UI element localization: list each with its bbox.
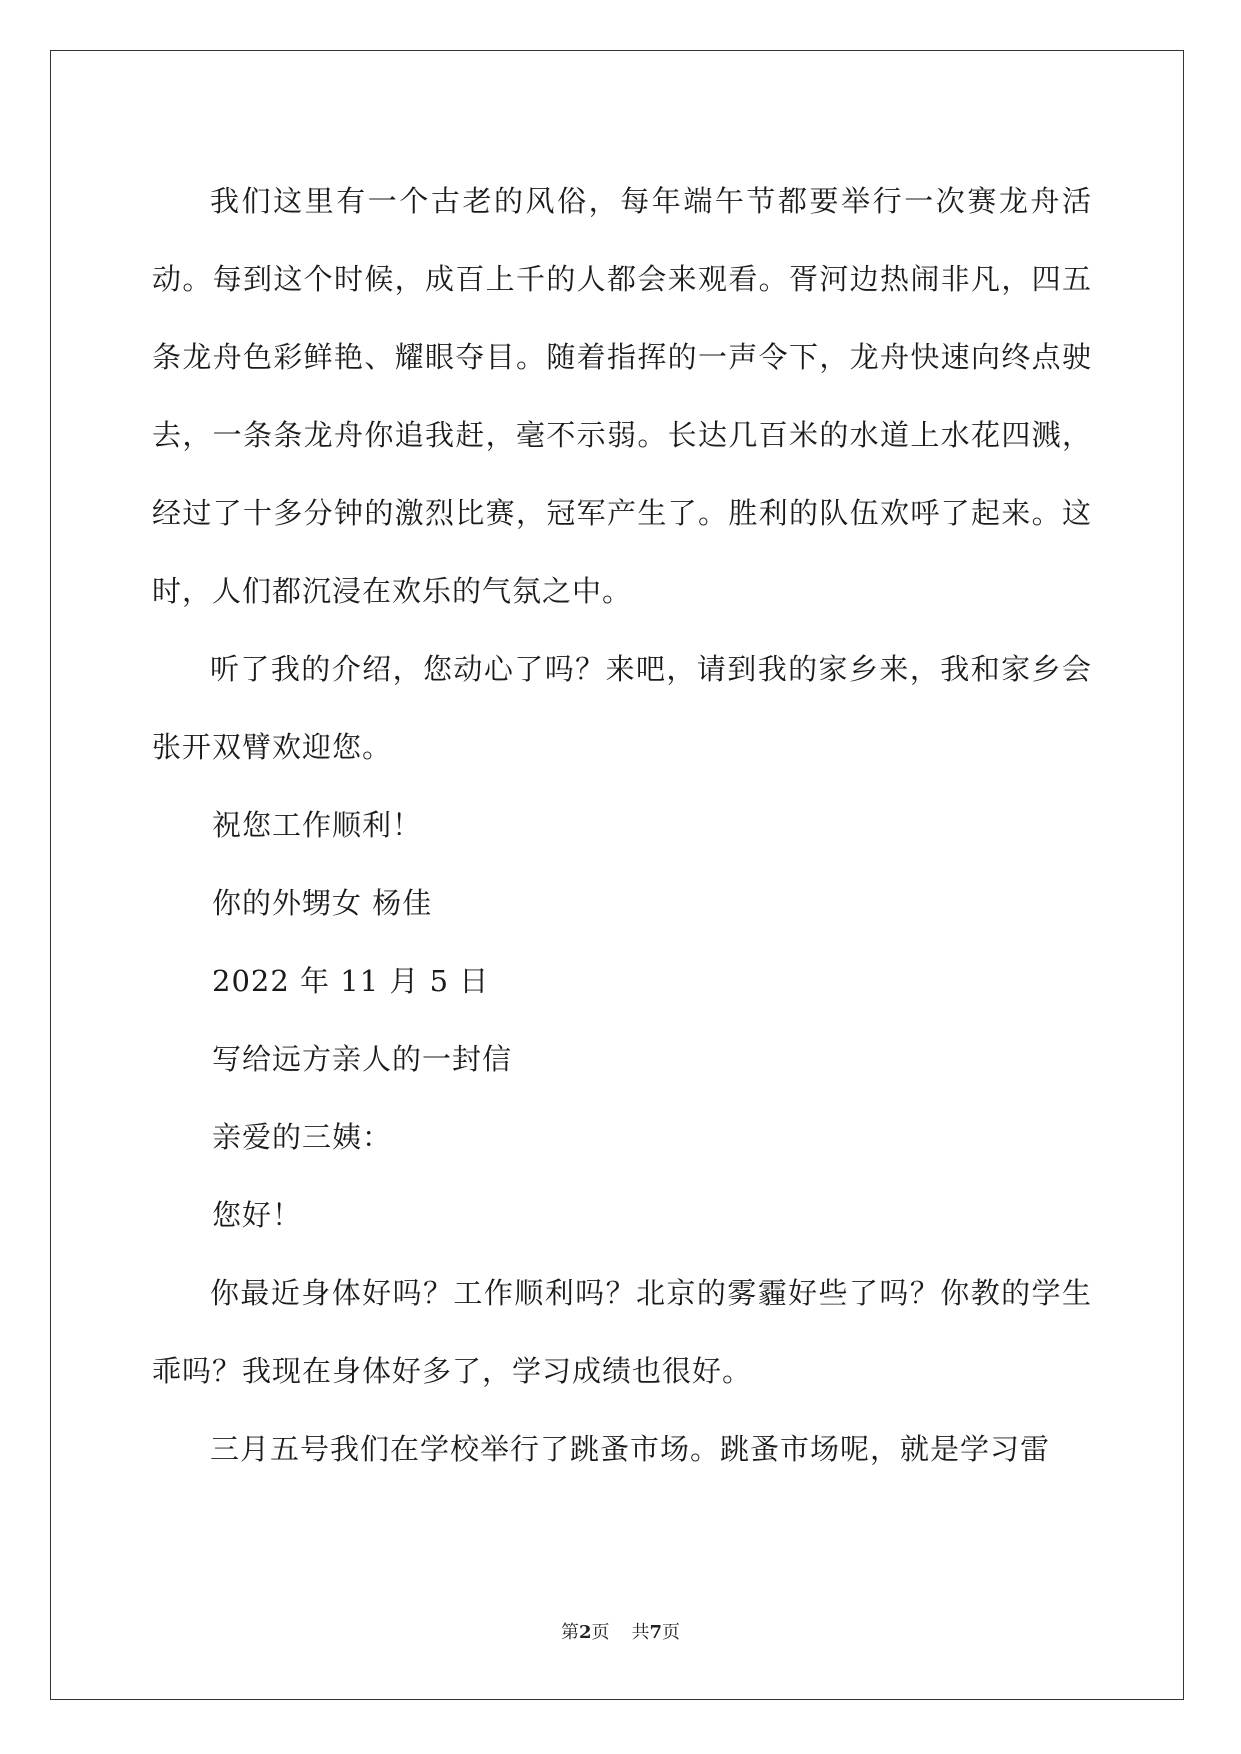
page-suffix: 页 [591, 1622, 610, 1643]
total-prefix: 共 [631, 1622, 650, 1643]
greeting: 您好！ [212, 1198, 303, 1232]
paragraph-flea-market: 三月五号我们在学校举行了跳蚤市场。跳蚤市场呢，就是学习雷 [210, 1432, 1051, 1466]
paragraph-dragon-boat: 我们这里有一个古老的风俗，每年端午节都要举行一次赛龙舟活动。每到这个时候，成百上千的人都会来观看。胥河边热闹非凡，四五条龙舟色彩鲜艳、耀眼夺目。随着指挥的一声令下，龙舟快速向终点驶去，一条条龙舟你追我赶，毫不示弱。长达几百米的水道上水花四溅，经过了十多分钟的激烈比赛，冠军产生了。胜利的队伍欢呼了起来。这时，人们都沉浸在欢乐的气氛之中。 [152, 184, 1092, 608]
paragraph-invitation: 听了我的介绍，您动心了吗？来吧，请到我的家乡来，我和家乡会张开双臂欢迎您。 [152, 652, 1092, 764]
closing-wish: 祝您工作顺利！ [212, 808, 423, 842]
total-pages: 7 [649, 1622, 663, 1643]
page-footer [0, 1618, 1241, 1644]
salutation: 亲爱的三姨： [212, 1120, 393, 1154]
page-prefix: 第 [560, 1622, 579, 1643]
total-suffix: 页 [662, 1622, 681, 1643]
page-number: 2 [578, 1622, 592, 1643]
paragraph-health: 你最近身体好吗？工作顺利吗？北京的雾霾好些了吗？你教的学生乖吗？我现在身体好多了，学习成绩也很好。 [152, 1276, 1092, 1388]
document-body [152, 162, 1092, 1488]
letter-title: 写给远方亲人的一封信 [212, 1042, 513, 1076]
signature: 你的外甥女 杨佳 [212, 886, 433, 920]
letter-date: 2022 年 11 月 5 日 [212, 964, 490, 998]
